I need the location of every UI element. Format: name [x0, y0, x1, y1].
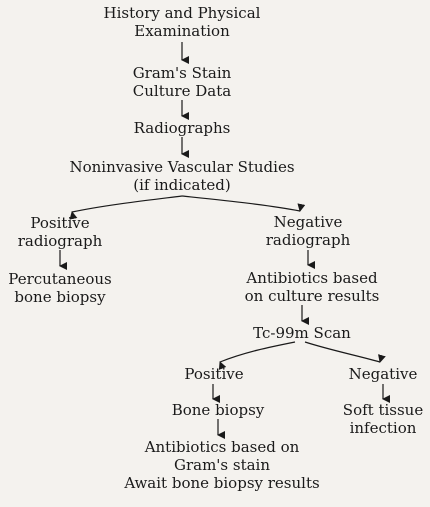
- node-antibiotics-gram-line2: Gram's stain: [173, 456, 271, 474]
- node-soft-tissue: [343, 401, 423, 437]
- node-vascular-line2: (if indicated): [133, 176, 231, 194]
- node-antibiotics-culture-line2: on culture results: [244, 287, 380, 305]
- node-soft-tissue-line1: Soft tissue: [342, 401, 424, 419]
- node-history-line2: Examination: [134, 22, 230, 40]
- node-radiographs-line1: Radiographs: [133, 119, 231, 137]
- node-positive-radiograph-line1: Positive: [30, 214, 90, 232]
- node-negative-radiograph-line2: radiograph: [265, 231, 351, 249]
- node-radiographs: [134, 119, 231, 137]
- node-gram-culture-line2: Culture Data: [132, 82, 232, 100]
- node-bone-biopsy-line1: Bone biopsy: [171, 401, 265, 419]
- node-gram-culture-line1: Gram's Stain: [132, 64, 232, 82]
- node-positive: [184, 365, 243, 383]
- node-bone-biopsy: [172, 401, 265, 419]
- arrow-tcscan-to-positive: [220, 342, 295, 362]
- node-history-line1: History and Physical: [103, 4, 261, 22]
- node-percutaneous-biopsy-line1: Percutaneous: [8, 270, 112, 288]
- node-positive-line1: Positive: [184, 365, 244, 383]
- node-antibiotics-culture-line1: Antibiotics based: [246, 269, 378, 287]
- arrow-vascular-to-negative: [182, 196, 300, 211]
- node-negative-line1: Negative: [348, 365, 418, 383]
- node-negative-radiograph-line1: Negative: [273, 213, 343, 231]
- node-vascular-line1: Noninvasive Vascular Studies: [69, 158, 295, 176]
- node-antibiotics-gram: [124, 438, 319, 492]
- node-tc-scan: [253, 324, 351, 342]
- node-positive-radiograph: [18, 214, 103, 250]
- node-positive-radiograph-line2: radiograph: [17, 232, 103, 250]
- node-negative: [349, 365, 418, 383]
- arrow-tcscan-to-negative: [305, 342, 380, 362]
- node-soft-tissue-line2: infection: [349, 419, 417, 437]
- node-antibiotics-gram-line1: Antibiotics based on: [144, 438, 300, 456]
- node-tc-scan-line1: Tc-99m Scan: [253, 324, 351, 342]
- arrow-vascular-to-positive: [72, 196, 182, 212]
- node-history: [104, 4, 261, 40]
- node-negative-radiograph: [266, 213, 351, 249]
- node-vascular: [69, 158, 294, 194]
- node-percutaneous-biopsy: [8, 270, 111, 306]
- node-antibiotics-gram-line3: Await bone biopsy results: [124, 474, 320, 492]
- node-percutaneous-biopsy-line2: bone biopsy: [14, 288, 106, 306]
- node-antibiotics-culture: [245, 269, 380, 305]
- node-gram-culture: [133, 64, 232, 100]
